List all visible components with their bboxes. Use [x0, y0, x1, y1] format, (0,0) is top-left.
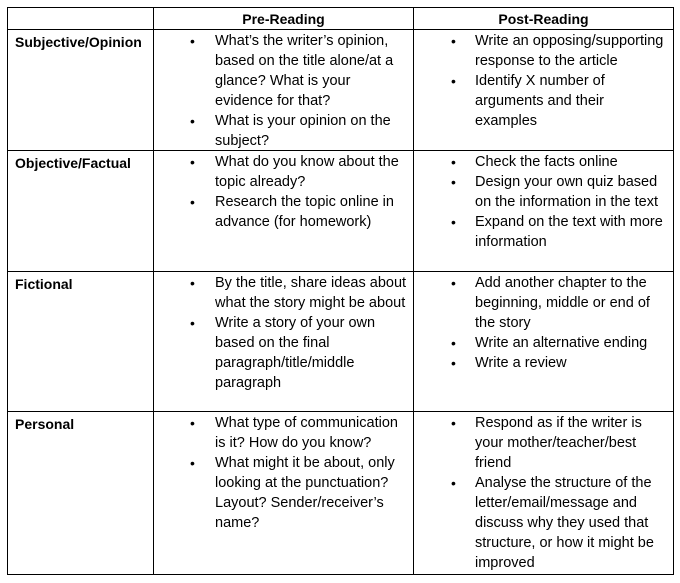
- row-label: Objective/Factual: [8, 151, 154, 271]
- list-item: [414, 473, 673, 573]
- list-item-text: What do you know about the topic already?: [215, 154, 399, 190]
- row-label: Subjective/Opinion: [8, 30, 154, 150]
- table-row: [8, 272, 673, 412]
- bullet-icon: •: [190, 113, 195, 129]
- list-item: [414, 152, 673, 172]
- list-item: [414, 413, 673, 473]
- post-reading-cell: [414, 272, 673, 411]
- header-post-reading: Post-Reading: [498, 11, 589, 27]
- list-item: [414, 172, 673, 212]
- row-label: Personal: [8, 412, 154, 574]
- table-header-row: [8, 8, 673, 30]
- table-row: [8, 30, 673, 151]
- bullet-icon: •: [190, 33, 195, 49]
- list-item-text: Expand on the text with more information: [475, 214, 663, 250]
- list-item: [414, 273, 673, 333]
- pre-reading-cell: [154, 272, 414, 411]
- bullet-icon: •: [451, 335, 456, 351]
- list-item-text: Analyse the structure of the letter/email/message and discuss why they used that structure, or how it might be improved: [475, 475, 654, 571]
- table-row: [8, 151, 673, 272]
- post-reading-cell: [414, 30, 673, 150]
- list-item-text: What is your opinion on the subject?: [215, 113, 391, 149]
- bullet-icon: •: [451, 73, 456, 89]
- list-item: [154, 313, 413, 393]
- bullet-icon: •: [190, 455, 195, 471]
- list-item: [154, 192, 413, 232]
- pre-reading-cell: [154, 30, 414, 150]
- pre-reading-cell: [154, 151, 414, 271]
- list-item-text: Add another chapter to the beginning, middle or end of the story: [475, 275, 650, 331]
- list-item: [414, 353, 673, 373]
- list-item: [414, 31, 673, 71]
- bullet-icon: •: [190, 415, 195, 431]
- bullet-icon: •: [451, 415, 456, 431]
- list-item: [414, 71, 673, 131]
- header-empty-cell: [8, 8, 154, 29]
- table-row: [8, 412, 673, 574]
- list-item-text: What might it be about, only looking at the punctuation? Layout? Sender/receiver’s name?: [215, 455, 395, 531]
- list-item: [154, 152, 413, 192]
- list-item: [414, 212, 673, 252]
- list-item: [154, 111, 413, 151]
- row-label: Fictional: [8, 272, 154, 411]
- list-item: [154, 31, 413, 111]
- header-pre-reading: Pre-Reading: [154, 8, 414, 29]
- list-item-text: What’s the writer’s opinion, based on the title alone/at a glance? What is your evidence for that?: [215, 33, 394, 109]
- bullet-icon: •: [451, 33, 456, 49]
- list-item-text: Write an alternative ending: [475, 335, 648, 351]
- list-item-text: By the title, share ideas about what the story might be about: [215, 275, 407, 311]
- bullet-icon: •: [190, 194, 195, 210]
- post-reading-cell: [414, 412, 673, 574]
- bullet-icon: •: [190, 315, 195, 331]
- bullet-icon: •: [451, 475, 456, 491]
- bullet-icon: •: [451, 355, 456, 371]
- bullet-icon: •: [451, 174, 456, 190]
- list-item-text: Write an opposing/supporting response to the article: [475, 33, 664, 69]
- list-item-text: Write a review: [475, 355, 567, 371]
- list-item: [414, 333, 673, 353]
- list-item-text: Respond as if the writer is your mother/teacher/best friend: [475, 415, 642, 471]
- list-item-text: Research the topic online in advance (for homework): [215, 194, 394, 230]
- list-item-text: Write a story of your own based on the final paragraph/title/middle paragraph: [215, 315, 376, 391]
- pre-reading-cell: [154, 412, 414, 574]
- bullet-icon: •: [451, 214, 456, 230]
- list-item: [154, 453, 413, 533]
- list-item: [154, 413, 413, 453]
- list-item-text: What type of communication is it? How do you know?: [215, 415, 398, 451]
- post-reading-cell: [414, 151, 673, 271]
- list-item: [154, 273, 413, 313]
- bullet-icon: •: [451, 154, 456, 170]
- list-item-text: Identify X number of arguments and their examples: [475, 73, 605, 129]
- list-item-text: Design your own quiz based on the information in the text: [475, 174, 658, 210]
- bullet-icon: •: [451, 275, 456, 291]
- list-item-text: Check the facts online: [475, 154, 618, 170]
- bullet-icon: •: [190, 275, 195, 291]
- reading-activities-table: [7, 7, 674, 575]
- bullet-icon: •: [190, 154, 195, 170]
